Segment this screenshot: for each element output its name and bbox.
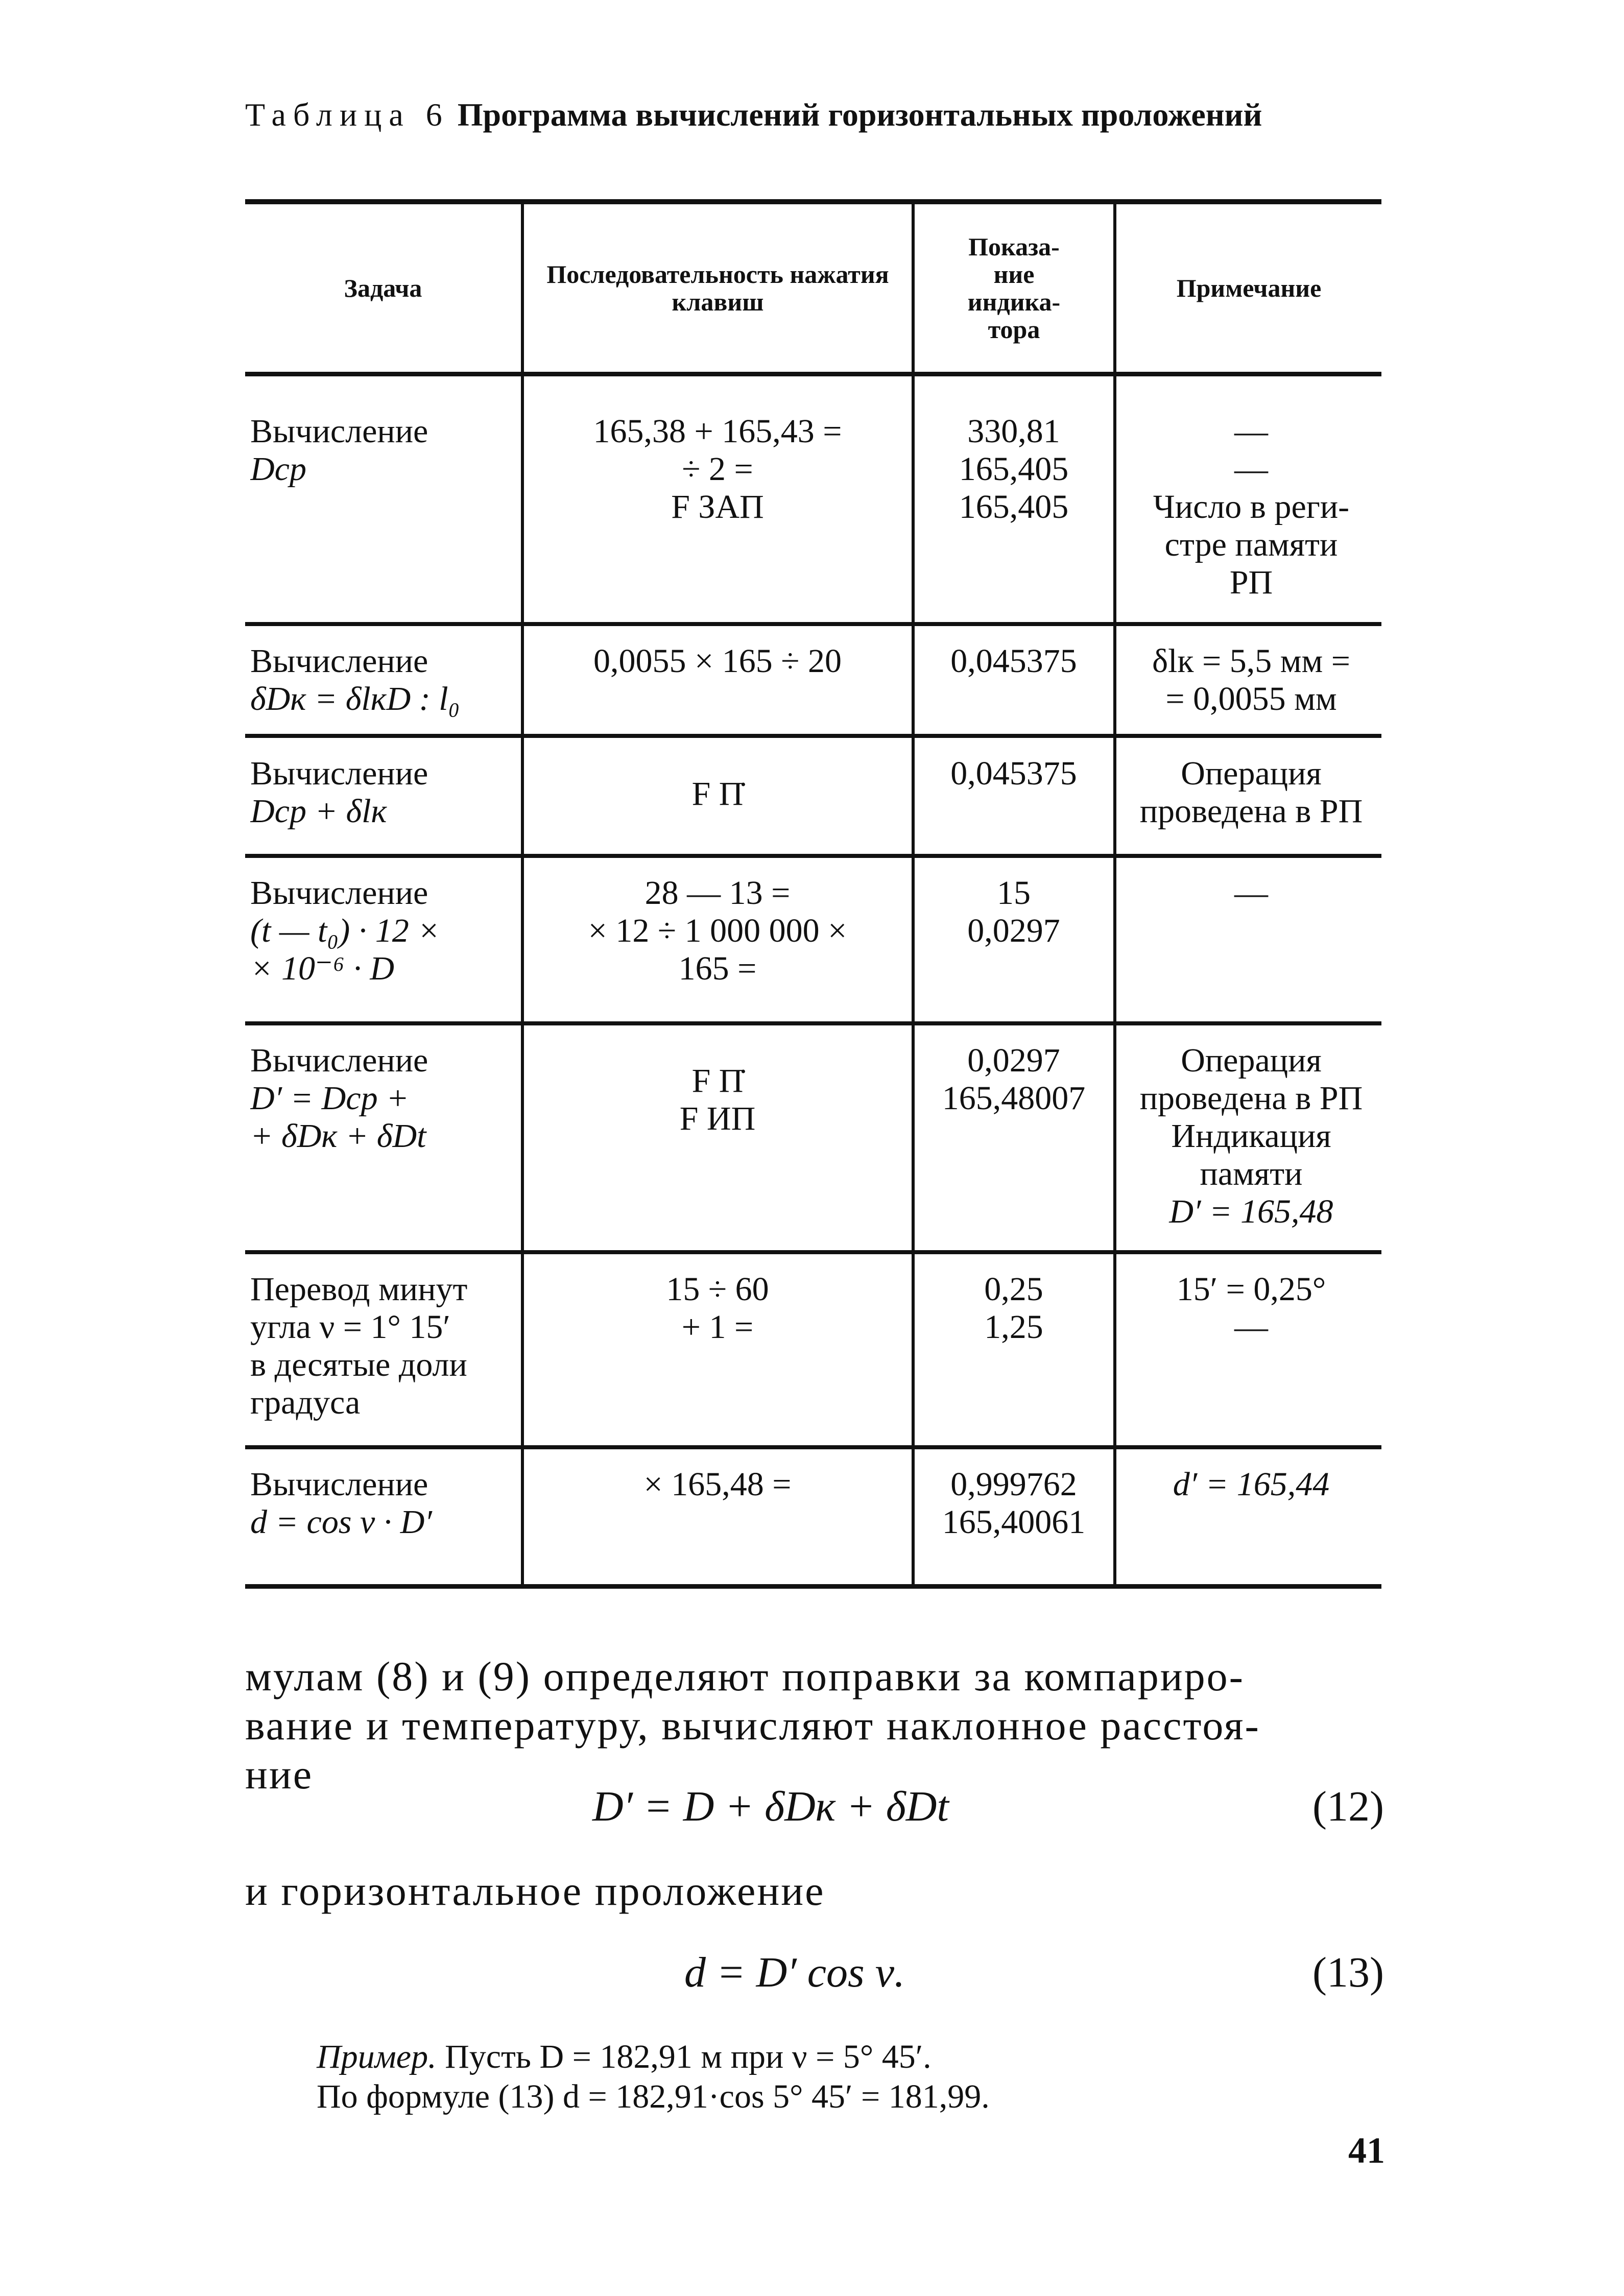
row-7-task: Вычисление d = cos ν · D′ <box>250 1466 432 1541</box>
row-1-note: — — Число в реги- стре памяти РП <box>1153 413 1350 601</box>
row-divider <box>245 734 1381 738</box>
row-2-display: 0,045375 <box>950 642 1077 680</box>
row-4-display: 15 0,0297 <box>967 874 1060 949</box>
column-divider <box>1113 204 1116 1584</box>
formula-12: D′ = D + δDк + δDt <box>592 1783 949 1830</box>
row-6-display: 0,25 1,25 <box>984 1271 1043 1346</box>
formula-13: d = D′ cos ν. <box>684 1949 905 1996</box>
row-divider <box>245 1021 1381 1025</box>
row-4-note: — <box>1234 874 1268 912</box>
row-5-note: Операция проведена в РП Индикация памяти D′ = 165,48 <box>1139 1042 1363 1230</box>
row-divider <box>245 622 1381 626</box>
row-2-task: Вычисление δDк = δlкD : l₀ <box>250 642 460 718</box>
equation-number-12: (12) <box>1312 1783 1384 1830</box>
row-4-keys: 28 — 13 = × 12 ÷ 1 000 000 × 165 = <box>588 874 847 987</box>
row-1-task: Вычисление Dср <box>250 413 428 488</box>
example-label: Пример. <box>317 2038 437 2075</box>
row-5-task: Вычисление D′ = Dср + + δDк + δDt <box>250 1042 428 1155</box>
row-divider <box>245 1445 1381 1449</box>
row-4-task: Вычисление (t — t₀) · 12 × × 10⁻⁶ · D <box>250 874 440 987</box>
row-1-display: 330,81 165,405 165,405 <box>959 413 1069 525</box>
body-paragraph: мулам (8) и (9) определяют поправки за компариро- вание и температуру, вычисляют наклонное расстоя- ние <box>245 1653 1260 1798</box>
row-6-keys: 15 ÷ 60 + 1 = <box>666 1271 769 1346</box>
row-5-display: 0,0297 165,48007 <box>942 1042 1086 1117</box>
row-3-note: Операция проведена в РП <box>1139 755 1363 830</box>
row-3-display: 0,045375 <box>950 755 1077 792</box>
row-6-note: 15′ = 0,25° — <box>1176 1271 1326 1346</box>
row-divider <box>245 854 1381 858</box>
table-caption <box>245 97 1420 133</box>
row-3-task: Вычисление Dср + δlк <box>250 755 428 830</box>
row-2-note: δlк = 5,5 мм = = 0,0055 мм <box>1152 642 1350 718</box>
column-divider <box>912 204 915 1584</box>
example-line-1: Пример. Пусть D = 182,91 м при ν = 5° 45′. <box>317 2038 932 2075</box>
column-divider <box>521 204 524 1584</box>
example-line-2: По формуле (13) d = 182,91·cos 5° 45′ = 181,99. <box>317 2078 990 2115</box>
row-7-note: d′ = 165,44 <box>1173 1466 1330 1503</box>
equation-number-13: (13) <box>1312 1949 1384 1996</box>
table-label: Таблица 6 <box>245 97 449 133</box>
row-2-keys: 0,0055 × 165 ÷ 20 <box>593 642 842 680</box>
row-3-keys: F П̇ <box>691 775 744 812</box>
row-7-keys: × 165,48 = <box>643 1466 792 1503</box>
row-7-display: 0,999762 165,40061 <box>942 1466 1086 1541</box>
row-6-task: Перевод минут угла ν = 1° 15′ в десятые доли градуса <box>250 1271 468 1421</box>
header-keys: Последовательность нажатия клавиш <box>546 260 889 316</box>
table-bottom-rule <box>245 1584 1381 1589</box>
row-1-keys: 165,38 + 165,43 = ÷ 2 = F ЗАП <box>593 413 842 525</box>
row-divider <box>245 1250 1381 1254</box>
header-display: Показа- ние индика- тора <box>967 232 1061 344</box>
row-5-keys: F П̇ F ИП <box>679 1062 756 1137</box>
table-header-rule <box>245 372 1381 376</box>
table-top-rule <box>245 199 1381 204</box>
header-task: Задача <box>344 274 422 302</box>
body-line-2: и горизонтальное проложение <box>245 1868 825 1914</box>
header-note: Примечание <box>1176 274 1322 302</box>
page-number: 41 <box>1348 2130 1385 2171</box>
table-title: Программа вычислений горизонтальных проложений <box>457 97 1262 133</box>
